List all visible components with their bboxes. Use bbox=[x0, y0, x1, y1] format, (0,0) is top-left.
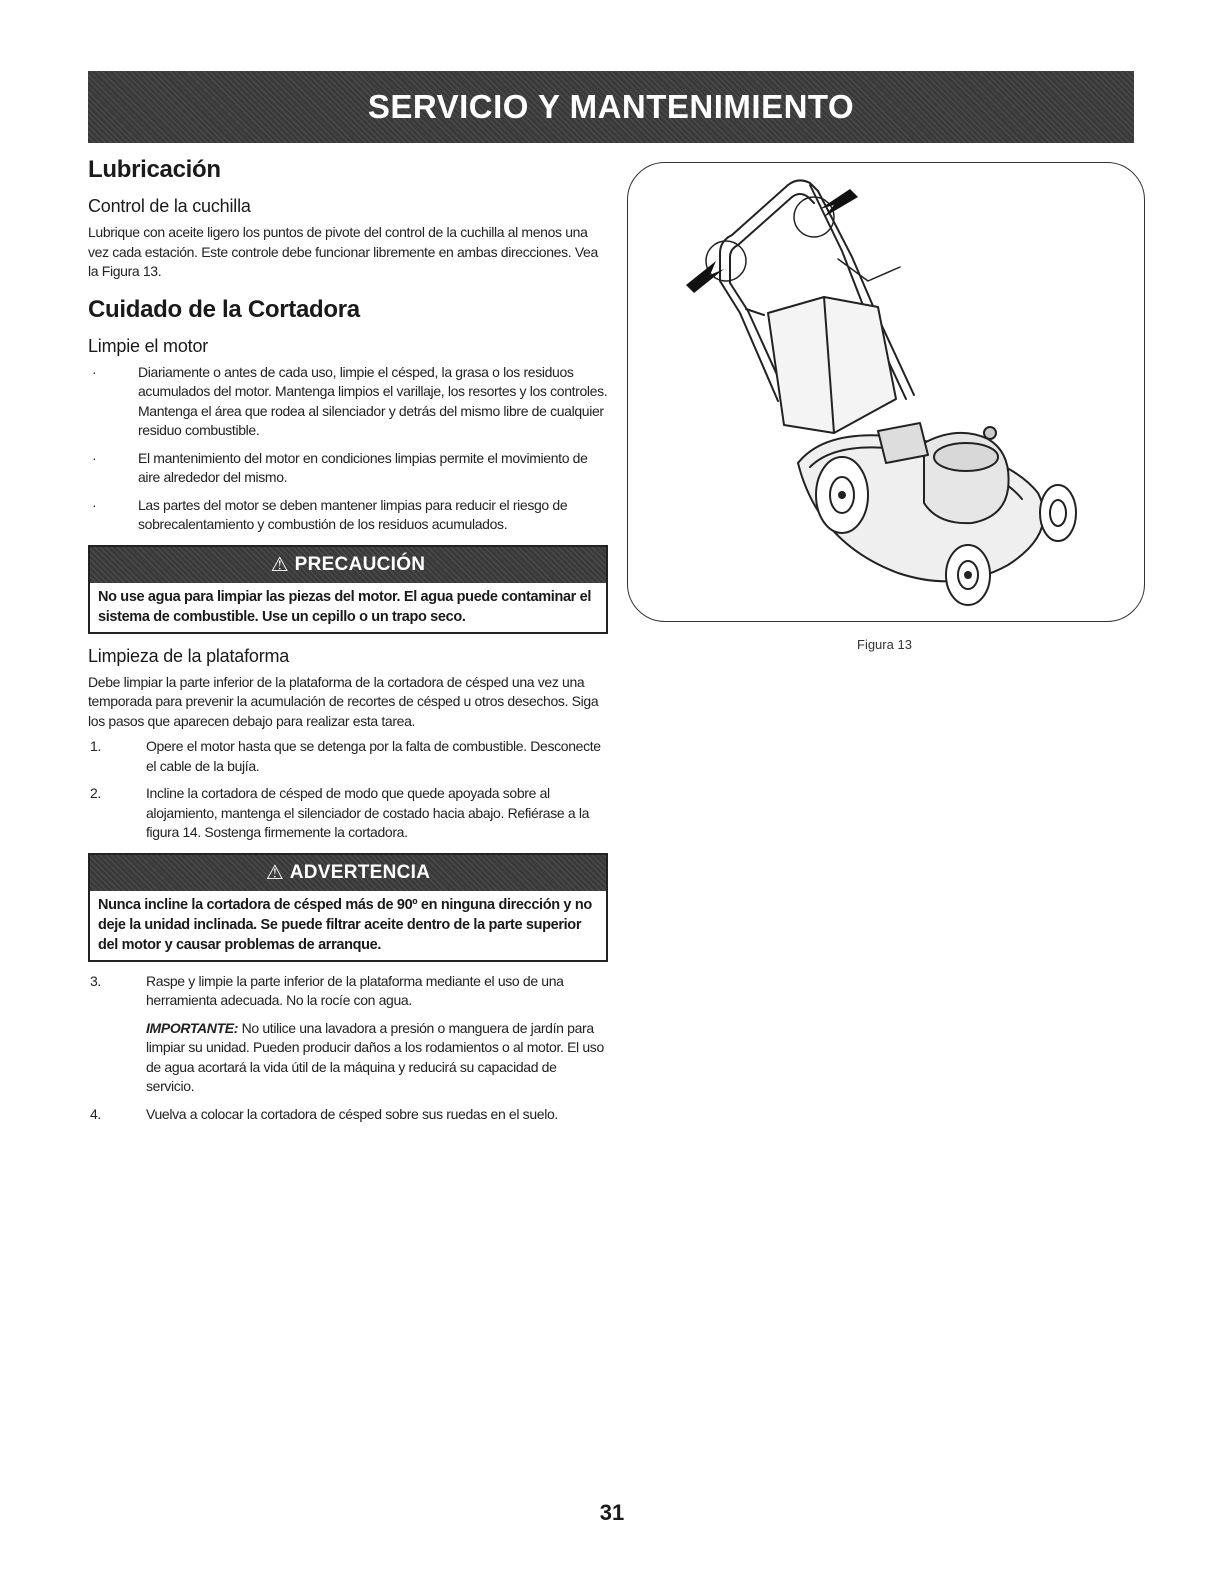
warning-triangle-icon: ⚠ bbox=[270, 554, 289, 576]
list-item: · Las partes del motor se deben mantener limpias para reducir el riesgo de sobrecalentamiento y combustión de los residuos acumulados. bbox=[92, 496, 568, 532]
warning-triangle-icon: ⚠ bbox=[265, 862, 284, 884]
list-item: · Diariamente o antes de cada uso, limpie el césped, la grasa o los residuos acumulados del motor. Mantenga limpios el varillaje, los resortes y los controles. Mantenga el área que rodea al silenciador y detrás del mismo libre de cualquier residuo combustible. bbox=[92, 363, 608, 438]
list-item: · El mantenimiento del motor en condiciones limpias permite el movimiento de aire alrededor del mismo. bbox=[92, 449, 588, 485]
list-item: 2. Incline la cortadora de césped de modo que quede apoyada sobre al alojamiento, mantenga el silenciador de costado hacia abajo. Refiérase a la figura 14. Sostenga firmemente la cortadora. bbox=[90, 785, 590, 840]
deck-cleaning-steps-continued bbox=[88, 972, 608, 1125]
warning-box bbox=[88, 853, 608, 962]
section-banner bbox=[88, 71, 1134, 143]
blade-control-text: Lubrique con aceite ligero los puntos de pivote del control de la cuchilla al menos una vez cada estación. Este controle debe funcionar libremente en ambas direcciones. Vea la Figura 13. bbox=[88, 224, 598, 279]
left-column bbox=[88, 150, 608, 1132]
list-item: 1. Opere el motor hasta que se detenga por la falta de combustible. Desconecte el cable de la bujía. bbox=[90, 738, 601, 774]
deck-cleaning-intro: Debe limpiar la parte inferior de la plataforma de la cortadora de césped una vez una temporada para prevenir la acumulación de recortes de césped u otros desechos. Siga los pasos que aparecen debajo para realizar esta tarea. bbox=[88, 673, 599, 729]
clean-engine-list bbox=[88, 363, 608, 535]
blade-control-title: Control de la cuchilla bbox=[88, 196, 251, 216]
list-item: 3. Raspe y limpie la parte inferior de la plataforma mediante el uso de una herramienta adecuada. No la rocíe con agua. IMPORTANTE: No utilice una lavadora a presión o manguera de jardín para limpiar su unidad. Pueden producir daños a los rodamientos o al motor. El uso de agua acortará la vida útil de la máquina y reducirá su capacidad de servicio. bbox=[88, 972, 608, 1097]
caution-header bbox=[90, 547, 606, 583]
important-note: IMPORTANTE: No utilice una lavadora a presión o manguera de jardín para limpiar su unidad. Pueden producir daños a los rodamientos o al motor. El uso de agua acortará la vida útil de la máquina y reducirá su capacidad de servicio. bbox=[146, 1019, 604, 1094]
page-title: SERVICIO Y MANTENIMIENTO bbox=[367, 88, 855, 125]
clean-engine-title: Limpie el motor bbox=[88, 335, 209, 356]
lawn-mower-icon bbox=[628, 163, 1144, 621]
figure-13-box bbox=[627, 162, 1145, 622]
warning-label: ADVERTENCIA bbox=[289, 861, 431, 883]
warning-header bbox=[90, 855, 606, 891]
caution-label: PRECAUCIÓN bbox=[294, 553, 426, 575]
mower-care-title: Cuidado de la Cortadora bbox=[88, 295, 360, 323]
lubrication-title: Lubricación bbox=[88, 156, 221, 183]
caution-box bbox=[88, 545, 608, 634]
page-number: 31 bbox=[599, 1500, 625, 1525]
figure-caption: Figura 13 bbox=[857, 637, 912, 652]
deck-cleaning-title: Limpieza de la plataforma bbox=[88, 645, 290, 666]
caution-text: No use agua para limpiar las piezas del motor. El agua puede contaminar el sistema de combustible. Use un cepillo o un trapo seco. bbox=[98, 588, 592, 625]
warning-text: Nunca incline la cortadora de césped más de 90º en ninguna dirección y no deje la unidad inclinada. Se puede filtrar aceite dentro de la parte superior del motor y causar problemas de arranque. bbox=[98, 896, 592, 953]
list-item: 4. Vuelva a colocar la cortadora de césped sobre sus ruedas en el suelo. bbox=[90, 1105, 558, 1122]
deck-cleaning-steps bbox=[88, 737, 608, 843]
